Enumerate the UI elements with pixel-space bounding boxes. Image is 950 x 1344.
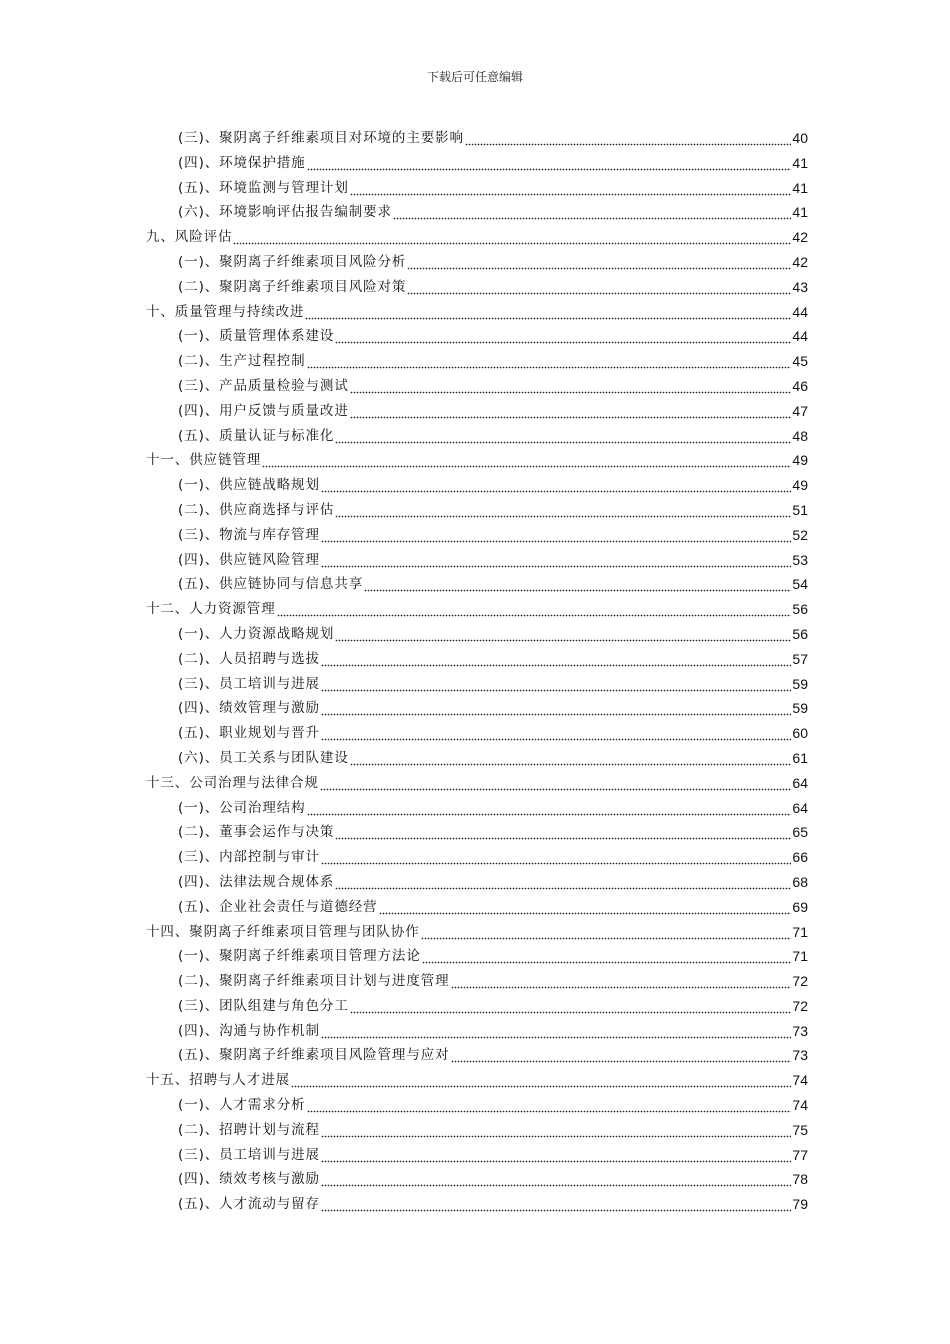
toc-page-number: 49 — [792, 452, 808, 469]
toc-entry[interactable] — [146, 1093, 808, 1118]
toc-entry[interactable] — [146, 448, 808, 473]
toc-entry[interactable] — [146, 200, 808, 225]
toc-entry[interactable] — [146, 151, 808, 176]
toc-entry-title: 十、质量管理与持续改进 — [146, 303, 305, 320]
toc-dot-leader — [422, 944, 792, 969]
toc-page-number: 69 — [792, 898, 808, 915]
toc-entry-title: (四)、沟通与协作机制 — [178, 1022, 320, 1039]
toc-dot-leader — [350, 176, 792, 201]
toc-entry-title: (五)、环境监测与管理计划 — [178, 179, 349, 196]
toc-entry[interactable] — [146, 920, 808, 945]
toc-page-number: 64 — [792, 799, 808, 816]
toc-entry-title: (一)、人才需求分析 — [178, 1097, 306, 1114]
toc-entry[interactable] — [146, 399, 808, 424]
toc-page-number: 78 — [792, 1171, 808, 1188]
toc-entry-title: (三)、员工培训与进展 — [178, 675, 320, 692]
toc-page-number: 47 — [792, 402, 808, 419]
toc-entry-title: (一)、人力资源战略规划 — [178, 625, 335, 642]
toc-dot-leader — [321, 473, 791, 498]
toc-dot-leader — [320, 771, 792, 796]
toc-entry[interactable] — [146, 324, 808, 349]
toc-page-number: 57 — [792, 650, 808, 667]
toc-entry-title: (二)、人员招聘与选拔 — [178, 650, 320, 667]
toc-page-number: 49 — [792, 477, 808, 494]
toc-entry[interactable] — [146, 498, 808, 523]
toc-page-number: 79 — [792, 1196, 808, 1213]
toc-dot-leader — [307, 349, 792, 374]
toc-page-number: 74 — [792, 1072, 808, 1089]
toc-page-number: 61 — [792, 749, 808, 766]
toc-entry-title: (三)、物流与库存管理 — [178, 526, 320, 543]
toc-entry-title: (二)、生产过程控制 — [178, 353, 306, 370]
toc-dot-leader — [350, 374, 792, 399]
toc-page-number: 73 — [792, 1047, 808, 1064]
toc-dot-leader — [407, 275, 791, 300]
toc-entry[interactable] — [146, 374, 808, 399]
toc-entry[interactable] — [146, 969, 808, 994]
toc-dot-leader — [335, 870, 791, 895]
toc-entry[interactable] — [146, 548, 808, 573]
toc-entry-title: (四)、环境保护措施 — [178, 154, 306, 171]
toc-page-number: 42 — [792, 253, 808, 270]
toc-dot-leader — [321, 1143, 791, 1168]
toc-entry[interactable] — [146, 1192, 808, 1217]
toc-dot-leader — [350, 746, 792, 771]
toc-page-number: 41 — [792, 179, 808, 196]
toc-entry-title: (五)、供应链协同与信息共享 — [178, 576, 364, 593]
table-of-contents — [146, 126, 808, 1217]
toc-entry-title: (三)、内部控制与审计 — [178, 849, 320, 866]
toc-page-number: 72 — [792, 973, 808, 990]
toc-entry-title: (一)、聚阴离子纤维素项目风险分析 — [178, 253, 407, 270]
toc-entry-title: (五)、企业社会责任与道德经营 — [178, 898, 378, 915]
toc-entry[interactable] — [146, 1019, 808, 1044]
toc-page-number: 44 — [792, 303, 808, 320]
page-header: 下载后可任意编辑 — [426, 70, 523, 84]
toc-dot-leader — [321, 548, 791, 573]
toc-entry[interactable] — [146, 176, 808, 201]
toc-page-number: 75 — [792, 1121, 808, 1138]
toc-entry-title: 十一、供应链管理 — [146, 452, 262, 469]
toc-entry-title: (二)、聚阴离子纤维素项目风险对策 — [178, 278, 407, 295]
toc-dot-leader — [305, 300, 791, 325]
toc-dot-leader — [321, 696, 791, 721]
toc-dot-leader — [407, 250, 791, 275]
toc-page-number: 52 — [792, 526, 808, 543]
toc-entry[interactable] — [146, 1167, 808, 1192]
toc-page-number: 42 — [792, 229, 808, 246]
toc-dot-leader — [291, 1068, 791, 1093]
toc-page-number: 72 — [792, 997, 808, 1014]
toc-dot-leader — [262, 448, 791, 473]
toc-page-number: 56 — [792, 625, 808, 642]
toc-entry-title: (二)、招聘计划与流程 — [178, 1121, 320, 1138]
toc-page-number: 71 — [792, 948, 808, 965]
toc-entry-title: (一)、供应链战略规划 — [178, 477, 320, 494]
toc-entry[interactable] — [146, 696, 808, 721]
toc-entry-title: (四)、绩效管理与激励 — [178, 700, 320, 717]
toc-entry[interactable] — [146, 225, 808, 250]
toc-dot-leader — [321, 647, 791, 672]
toc-entry-title: (五)、质量认证与标准化 — [178, 427, 335, 444]
toc-dot-leader — [364, 572, 791, 597]
toc-page-number: 60 — [792, 725, 808, 742]
toc-entry[interactable] — [146, 994, 808, 1019]
toc-entry[interactable] — [146, 275, 808, 300]
toc-page-number: 59 — [792, 675, 808, 692]
toc-entry-title: (三)、团队组建与角色分工 — [178, 997, 349, 1014]
toc-dot-leader — [335, 622, 791, 647]
toc-page-number: 65 — [792, 824, 808, 841]
toc-entry-title: 十五、招聘与人才进展 — [146, 1072, 290, 1089]
toc-entry-title: 十三、公司治理与法律合规 — [146, 774, 319, 791]
toc-entry-title: 十四、聚阴离子纤维素项目管理与团队协作 — [146, 923, 420, 940]
toc-page-number: 77 — [792, 1146, 808, 1163]
toc-entry[interactable] — [146, 746, 808, 771]
toc-dot-leader — [335, 424, 791, 449]
toc-entry[interactable] — [146, 672, 808, 697]
toc-entry-title: (二)、供应商选择与评估 — [178, 501, 335, 518]
toc-dot-leader — [335, 324, 791, 349]
toc-entry[interactable] — [146, 1143, 808, 1168]
toc-page-number: 54 — [792, 576, 808, 593]
toc-page-number: 45 — [792, 353, 808, 370]
toc-entry-title: (五)、聚阴离子纤维素项目风险管理与应对 — [178, 1047, 450, 1064]
toc-dot-leader — [451, 969, 792, 994]
toc-entry-title: (五)、人才流动与留存 — [178, 1196, 320, 1213]
toc-dot-leader — [379, 895, 792, 920]
toc-page-number: 51 — [792, 501, 808, 518]
toc-dot-leader — [321, 721, 791, 746]
toc-entry[interactable] — [146, 126, 808, 151]
toc-entry[interactable] — [146, 473, 808, 498]
toc-page-number: 53 — [792, 551, 808, 568]
toc-page-number: 64 — [792, 774, 808, 791]
toc-entry-title: (一)、公司治理结构 — [178, 799, 306, 816]
toc-entry-title: (四)、用户反馈与质量改进 — [178, 402, 349, 419]
toc-entry[interactable] — [146, 1118, 808, 1143]
toc-dot-leader — [321, 1118, 791, 1143]
toc-page-number: 66 — [792, 849, 808, 866]
toc-entry[interactable] — [146, 647, 808, 672]
toc-dot-leader — [277, 597, 792, 622]
toc-dot-leader — [321, 1167, 791, 1192]
toc-entry[interactable] — [146, 300, 808, 325]
toc-entry[interactable] — [146, 1068, 808, 1093]
toc-entry[interactable] — [146, 424, 808, 449]
toc-entry[interactable] — [146, 250, 808, 275]
toc-entry-title: (三)、聚阴离子纤维素项目对环境的主要影响 — [178, 130, 464, 146]
toc-entry-title: (三)、员工培训与进展 — [178, 1146, 320, 1163]
toc-page-number: 40 — [792, 130, 808, 146]
toc-dot-leader — [307, 1093, 792, 1118]
toc-page-number: 44 — [792, 328, 808, 345]
toc-dot-leader — [335, 498, 791, 523]
toc-dot-leader — [335, 820, 791, 845]
toc-page-number: 41 — [792, 204, 808, 221]
toc-entry[interactable] — [146, 1043, 808, 1068]
toc-dot-leader — [350, 399, 792, 424]
toc-entry[interactable] — [146, 870, 808, 895]
toc-page-number: 56 — [792, 601, 808, 618]
toc-entry-title: 九、风险评估 — [146, 229, 233, 246]
toc-entry[interactable] — [146, 572, 808, 597]
toc-entry[interactable] — [146, 721, 808, 746]
toc-page-number: 68 — [792, 873, 808, 890]
toc-entry[interactable] — [146, 622, 808, 647]
toc-dot-leader — [307, 796, 792, 821]
toc-entry-title: (六)、员工关系与团队建设 — [178, 749, 349, 766]
toc-dot-leader — [421, 920, 792, 945]
toc-entry-title: (二)、聚阴离子纤维素项目计划与进度管理 — [178, 973, 450, 990]
toc-page-number: 71 — [792, 923, 808, 940]
toc-entry-title: (六)、环境影响评估报告编制要求 — [178, 204, 392, 221]
toc-dot-leader — [465, 126, 791, 151]
toc-entry-title: (五)、职业规划与晋升 — [178, 725, 320, 742]
toc-dot-leader — [321, 1019, 791, 1044]
toc-entry-title: 十二、人力资源管理 — [146, 601, 276, 618]
toc-page-number: 74 — [792, 1097, 808, 1114]
toc-entry-title: (一)、质量管理体系建设 — [178, 328, 335, 345]
toc-page-number: 43 — [792, 278, 808, 295]
toc-entry-title: (二)、董事会运作与决策 — [178, 824, 335, 841]
toc-entry[interactable] — [146, 845, 808, 870]
toc-entry[interactable] — [146, 523, 808, 548]
toc-page-number: 59 — [792, 700, 808, 717]
toc-entry[interactable] — [146, 944, 808, 969]
toc-page-number: 46 — [792, 377, 808, 394]
toc-entry-title: (四)、供应链风险管理 — [178, 551, 320, 568]
toc-entry[interactable] — [146, 796, 808, 821]
toc-page-number: 41 — [792, 154, 808, 171]
toc-entry[interactable] — [146, 895, 808, 920]
toc-dot-leader — [307, 151, 792, 176]
toc-entry[interactable] — [146, 820, 808, 845]
toc-entry[interactable] — [146, 771, 808, 796]
toc-dot-leader — [321, 1192, 791, 1217]
toc-entry-title: (三)、产品质量检验与测试 — [178, 377, 349, 394]
toc-page-number: 73 — [792, 1022, 808, 1039]
toc-entry[interactable] — [146, 597, 808, 622]
toc-dot-leader — [321, 845, 791, 870]
toc-entry[interactable] — [146, 349, 808, 374]
toc-entry-title: (四)、法律法规合规体系 — [178, 873, 335, 890]
toc-dot-leader — [321, 672, 791, 697]
toc-entry-title: (四)、绩效考核与激励 — [178, 1171, 320, 1188]
toc-dot-leader — [451, 1043, 792, 1068]
toc-dot-leader — [393, 200, 791, 225]
toc-dot-leader — [321, 523, 791, 548]
toc-dot-leader — [233, 225, 791, 250]
toc-entry-title: (一)、聚阴离子纤维素项目管理方法论 — [178, 948, 421, 965]
toc-page-number: 48 — [792, 427, 808, 444]
toc-dot-leader — [350, 994, 792, 1019]
